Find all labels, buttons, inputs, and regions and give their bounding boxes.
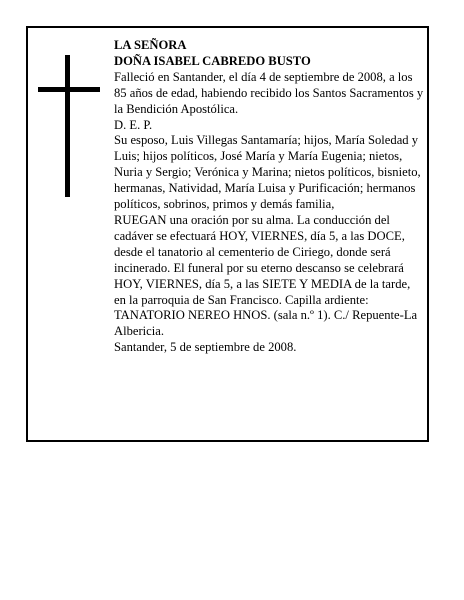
obituary-text	[114, 38, 424, 356]
cross-vertical-bar	[65, 55, 70, 197]
place-and-date: Santander, 5 de septiembre de 2008.	[114, 340, 297, 355]
latin-cross-icon	[38, 55, 100, 197]
cross-horizontal-bar	[38, 87, 100, 92]
family-list: Su esposo, Luis Villegas Santamaría; hijos, María Soledad y Luis; hijos políticos, José María y María Eugenia; nietos, Nuria y Sergio; Verónica y Marina; nietos políticos, bisnieto, hermanas, Natividad, María Luisa y Purificación; hermanos políticos, sobrinos, primos y demás familia,	[114, 133, 421, 212]
funeral-details: RUEGAN una oración por su alma. La conducción del cadáver se efectuará HOY, VIERNES, día 5, a las DOCE, desde el tanatorio al cementerio de Ciriego, donde será incinerado. El funeral por su eterno descanso se celebrará HOY, VIERNES, día 5, a las SIETE Y MEDIA de la tarde, en la parroquia de San Francisco. Capilla ardiente: TANATORIO NEREO HNOS. (sala n.º 1). C./ Repuente-La Albericia.	[114, 212, 418, 339]
death-announcement: Falleció en Santander, el día 4 de septiembre de 2008, a los 85 años de edad, habiendo recibido los Santos Sacramentos y la Bendición Apostólica.	[114, 69, 424, 116]
notice-heading-title: LA SEÑORA	[114, 38, 187, 52]
deceased-name: DOÑA ISABEL CABREDO BUSTO	[114, 53, 311, 68]
dep-line: D. E. P.	[114, 117, 153, 132]
